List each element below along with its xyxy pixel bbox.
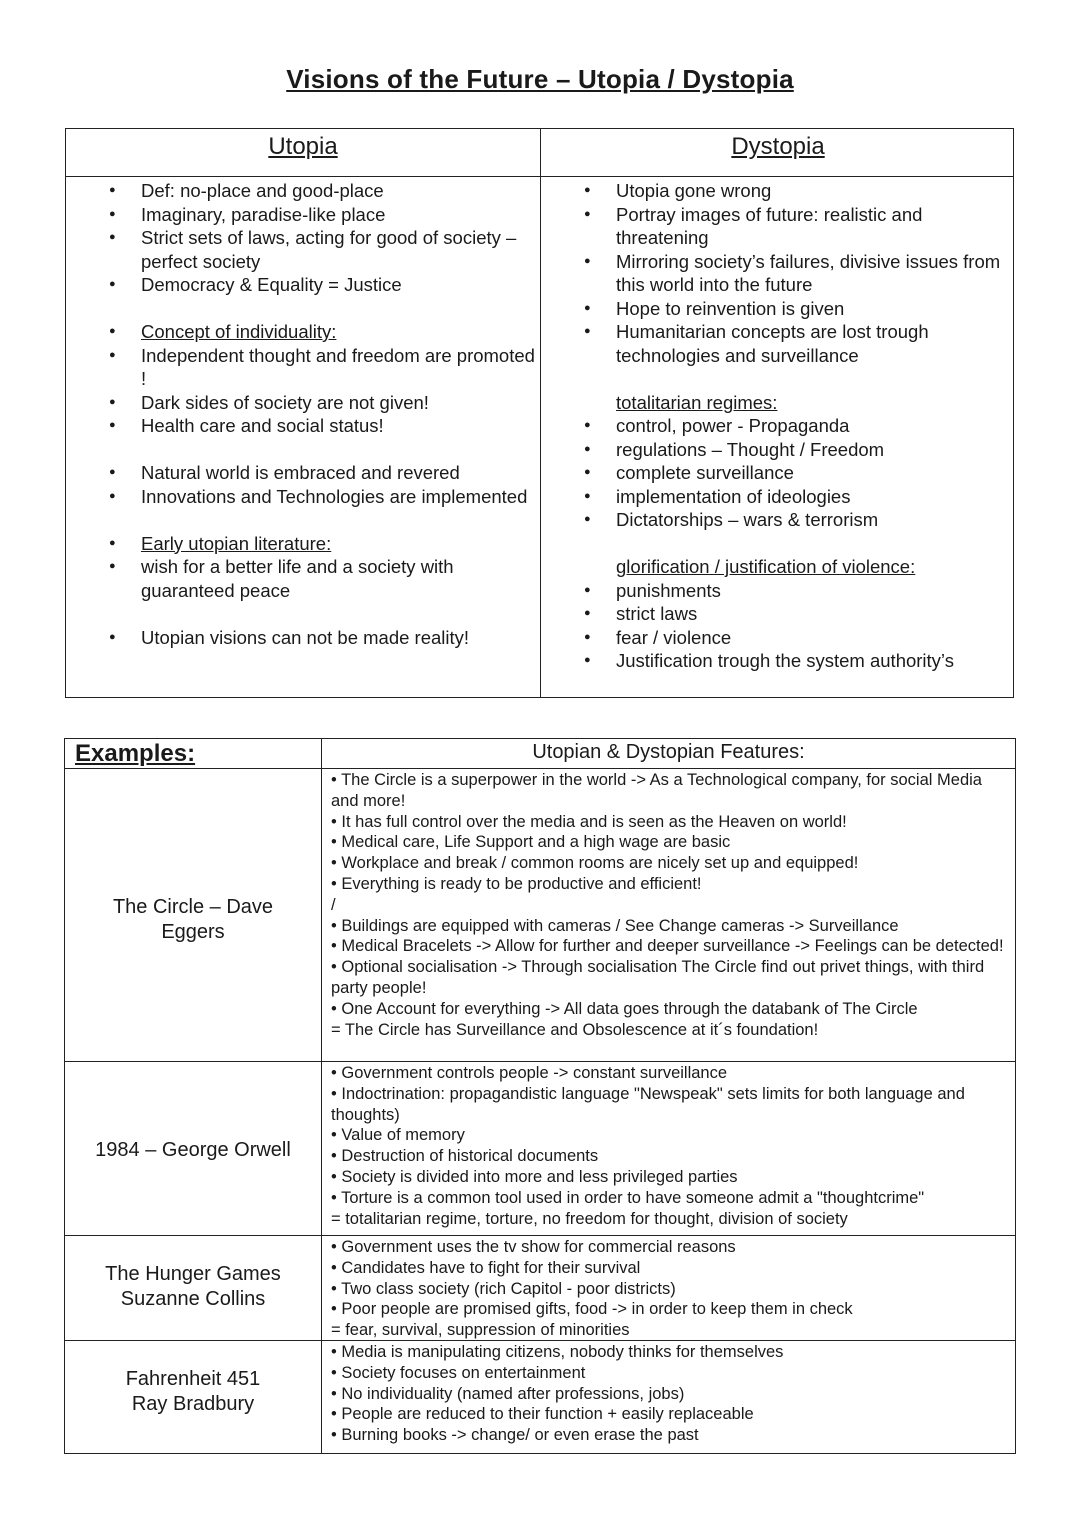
list-spacer [541,367,1013,391]
feature-line: = fear, survival, suppression of minorities [331,1321,630,1340]
features-heading: Utopian & Dystopian Features: [532,741,805,763]
examples-heading: Examples: [75,740,196,767]
feature-line: • Government controls people -> constant surveillance [331,1064,728,1082]
book-title-line: Fahrenheit 451 [125,1368,261,1390]
list-item [66,461,540,485]
feature-line: • Torture is a common tool used in order to have someone admit a "thoughtcrime" [331,1188,925,1207]
column-divider [321,739,322,1453]
list-item [66,344,540,391]
examples-table [64,738,1016,1454]
list-item [66,179,540,203]
feature-line: • Everything is ready to be productive and efficient! [331,874,702,893]
feature-line: = totalitarian regime, torture, no freedom for thought, division of society [331,1209,848,1228]
list-item [66,555,540,602]
list-item-text: wish for a better life and a society with guaranteed peace [141,556,454,601]
features-fahrenheit-451 [331,1342,1011,1446]
book-title-line: Eggers [161,921,225,943]
list-item-text: implementation of ideologies [616,485,851,507]
list-item-text: Innovations and Technologies are implemented [141,485,528,507]
list-item-text: Dictatorships – wars & terrorism [616,509,879,530]
list-item [541,179,1013,203]
list-spacer [66,297,540,321]
list-item-text: glorification / justification of violence: [616,556,916,577]
list-item-text: regulations – Thought / Freedom [616,438,885,460]
list-item [541,203,1013,250]
feature-line: = The Circle has Surveillance and Obsolescence at it´s foundation! [331,1020,819,1039]
feature-line: • Value of memory [331,1126,465,1145]
list-item [541,508,1013,532]
feature-line: • Buildings are equipped with cameras / See Change cameras -> Surveillance [331,916,899,935]
list-spacer [541,532,1013,556]
list-item [66,391,540,415]
list-spacer [66,602,540,626]
list-item [541,414,1013,438]
list-item-text: Health care and social status! [141,415,384,436]
list-item-text: Concept of individuality: [141,321,337,342]
list-item [541,602,1013,626]
book-title-fahrenheit-451 [65,1367,321,1417]
feature-line: • No individuality (named after professions, jobs) [331,1384,685,1403]
book-title-line: 1984 – George Orwell [95,1139,291,1161]
list-item [541,320,1013,367]
list-item-text: Utopian visions can not be made reality! [141,626,470,648]
list-spacer [66,508,540,532]
list-item-text: complete surveillance [616,462,794,483]
list-item [66,485,540,509]
book-title-line: The Circle – Dave [112,896,274,918]
book-title-line: Suzanne Collins [120,1288,266,1310]
feature-line: • The Circle is a superpower in the world -> As a Technological company, for social Media and more! [331,771,982,810]
list-item [541,438,1013,462]
list-item-text: punishments [616,579,721,601]
utopia-column [66,179,540,649]
list-item-text: Democracy & Equality = Justice [141,274,402,295]
list-item-text: Strict sets of laws, acting for good of society – perfect society [141,227,517,272]
list-item-text: totalitarian regimes: [616,391,778,413]
feature-line: • It has full control over the media and is seen as the Heaven on world! [331,812,847,831]
list-item-text: Imaginary, paradise-like place [141,203,386,225]
list-item [66,414,540,438]
features-hunger-games [331,1237,1011,1341]
section-subheading [66,320,540,344]
feature-line: • Medical care, Life Support and a high wage are basic [331,833,731,852]
feature-line: • Burning books -> change/ or even erase the past [331,1426,699,1445]
row-divider [65,1061,1015,1062]
list-item-text: Humanitarian concepts are lost trough technologies and surveillance [616,321,929,366]
list-item [66,626,540,650]
list-item [541,579,1013,603]
feature-line: • Poor people are promised gifts, food -> in order to keep them in check [331,1300,853,1319]
list-item [541,461,1013,485]
list-item [66,203,540,227]
feature-line: • Workplace and break / common rooms are nicely set up and equipped! [331,854,859,873]
feature-line: • Optional socialisation -> Through socialisation The Circle find out privet things, with third party people! [331,958,985,997]
row-divider [65,1235,1015,1236]
list-item-text: Natural world is embraced and revered [141,462,460,483]
list-item-text: control, power - Propaganda [616,415,850,436]
list-item [541,485,1013,509]
feature-line: • Destruction of historical documents [331,1147,599,1166]
page-title: Visions of the Future – Utopia / Dystopia [286,64,794,94]
section-subheading [66,532,540,556]
list-item [541,626,1013,650]
list-item-text: Hope to reinvention is given [616,297,845,319]
list-item [66,226,540,273]
feature-line: • People are reduced to their function + easily replaceable [331,1405,754,1424]
list-item-text: Justification trough the system authority’s [616,650,954,671]
list-item [541,649,1013,673]
list-item-text: strict laws [616,603,698,624]
feature-line: • Media is manipulating citizens, nobody thinks for themselves [331,1343,784,1361]
list-item-text: Utopia gone wrong [616,180,772,201]
feature-line: • Society is divided into more and less privileged parties [331,1167,738,1186]
feature-line: • Society focuses on entertainment [331,1363,586,1382]
list-item-text: Independent thought and freedom are promoted ! [141,344,535,389]
list-item-text: Mirroring society’s failures, divisive issues from this world into the future [616,250,1001,295]
list-item-text: fear / violence [616,626,732,648]
book-title-line: Ray Bradbury [131,1393,255,1415]
feature-line: • One Account for everything -> All data goes through the databank of The Circle [331,999,918,1018]
feature-line: • Two class society (rich Capitol - poor districts) [331,1279,676,1298]
feature-line: • Candidates have to fight for their survival [331,1258,641,1277]
list-item [541,297,1013,321]
list-item-text: Def: no-place and good-place [141,180,384,201]
book-title-hunger-games [65,1262,321,1312]
features-1984 [331,1063,1011,1229]
utopia-list [66,179,540,649]
utopia-dystopia-table [65,128,1014,698]
book-title-1984 [65,1138,321,1163]
dystopia-list [541,179,1013,673]
utopia-heading: Utopia [268,133,338,160]
dystopia-column [541,179,1013,673]
list-item [541,250,1013,297]
book-title-the-circle [65,895,321,945]
list-item-text: Early utopian literature: [141,532,332,554]
feature-line: • Government uses the tv show for commercial reasons [331,1238,736,1256]
section-subheading [541,555,1013,579]
list-item-text: Dark sides of society are not given! [141,391,429,413]
features-the-circle [331,770,1011,1040]
feature-line: / [331,895,336,914]
feature-line: • Indoctrination: propagandistic language "Newspeak" sets limits for both language and thoughts) [331,1084,965,1124]
list-item [66,273,540,297]
list-spacer [66,438,540,462]
row-divider [65,768,1015,769]
feature-line: • Medical Bracelets -> Allow for further and deeper surveillance -> Feelings can be detected! [331,937,1004,956]
list-item-text: Portray images of future: realistic and threatening [616,203,923,248]
book-title-line: The Hunger Games [105,1263,281,1285]
section-subheading [541,391,1013,415]
dystopia-heading: Dystopia [731,133,825,160]
